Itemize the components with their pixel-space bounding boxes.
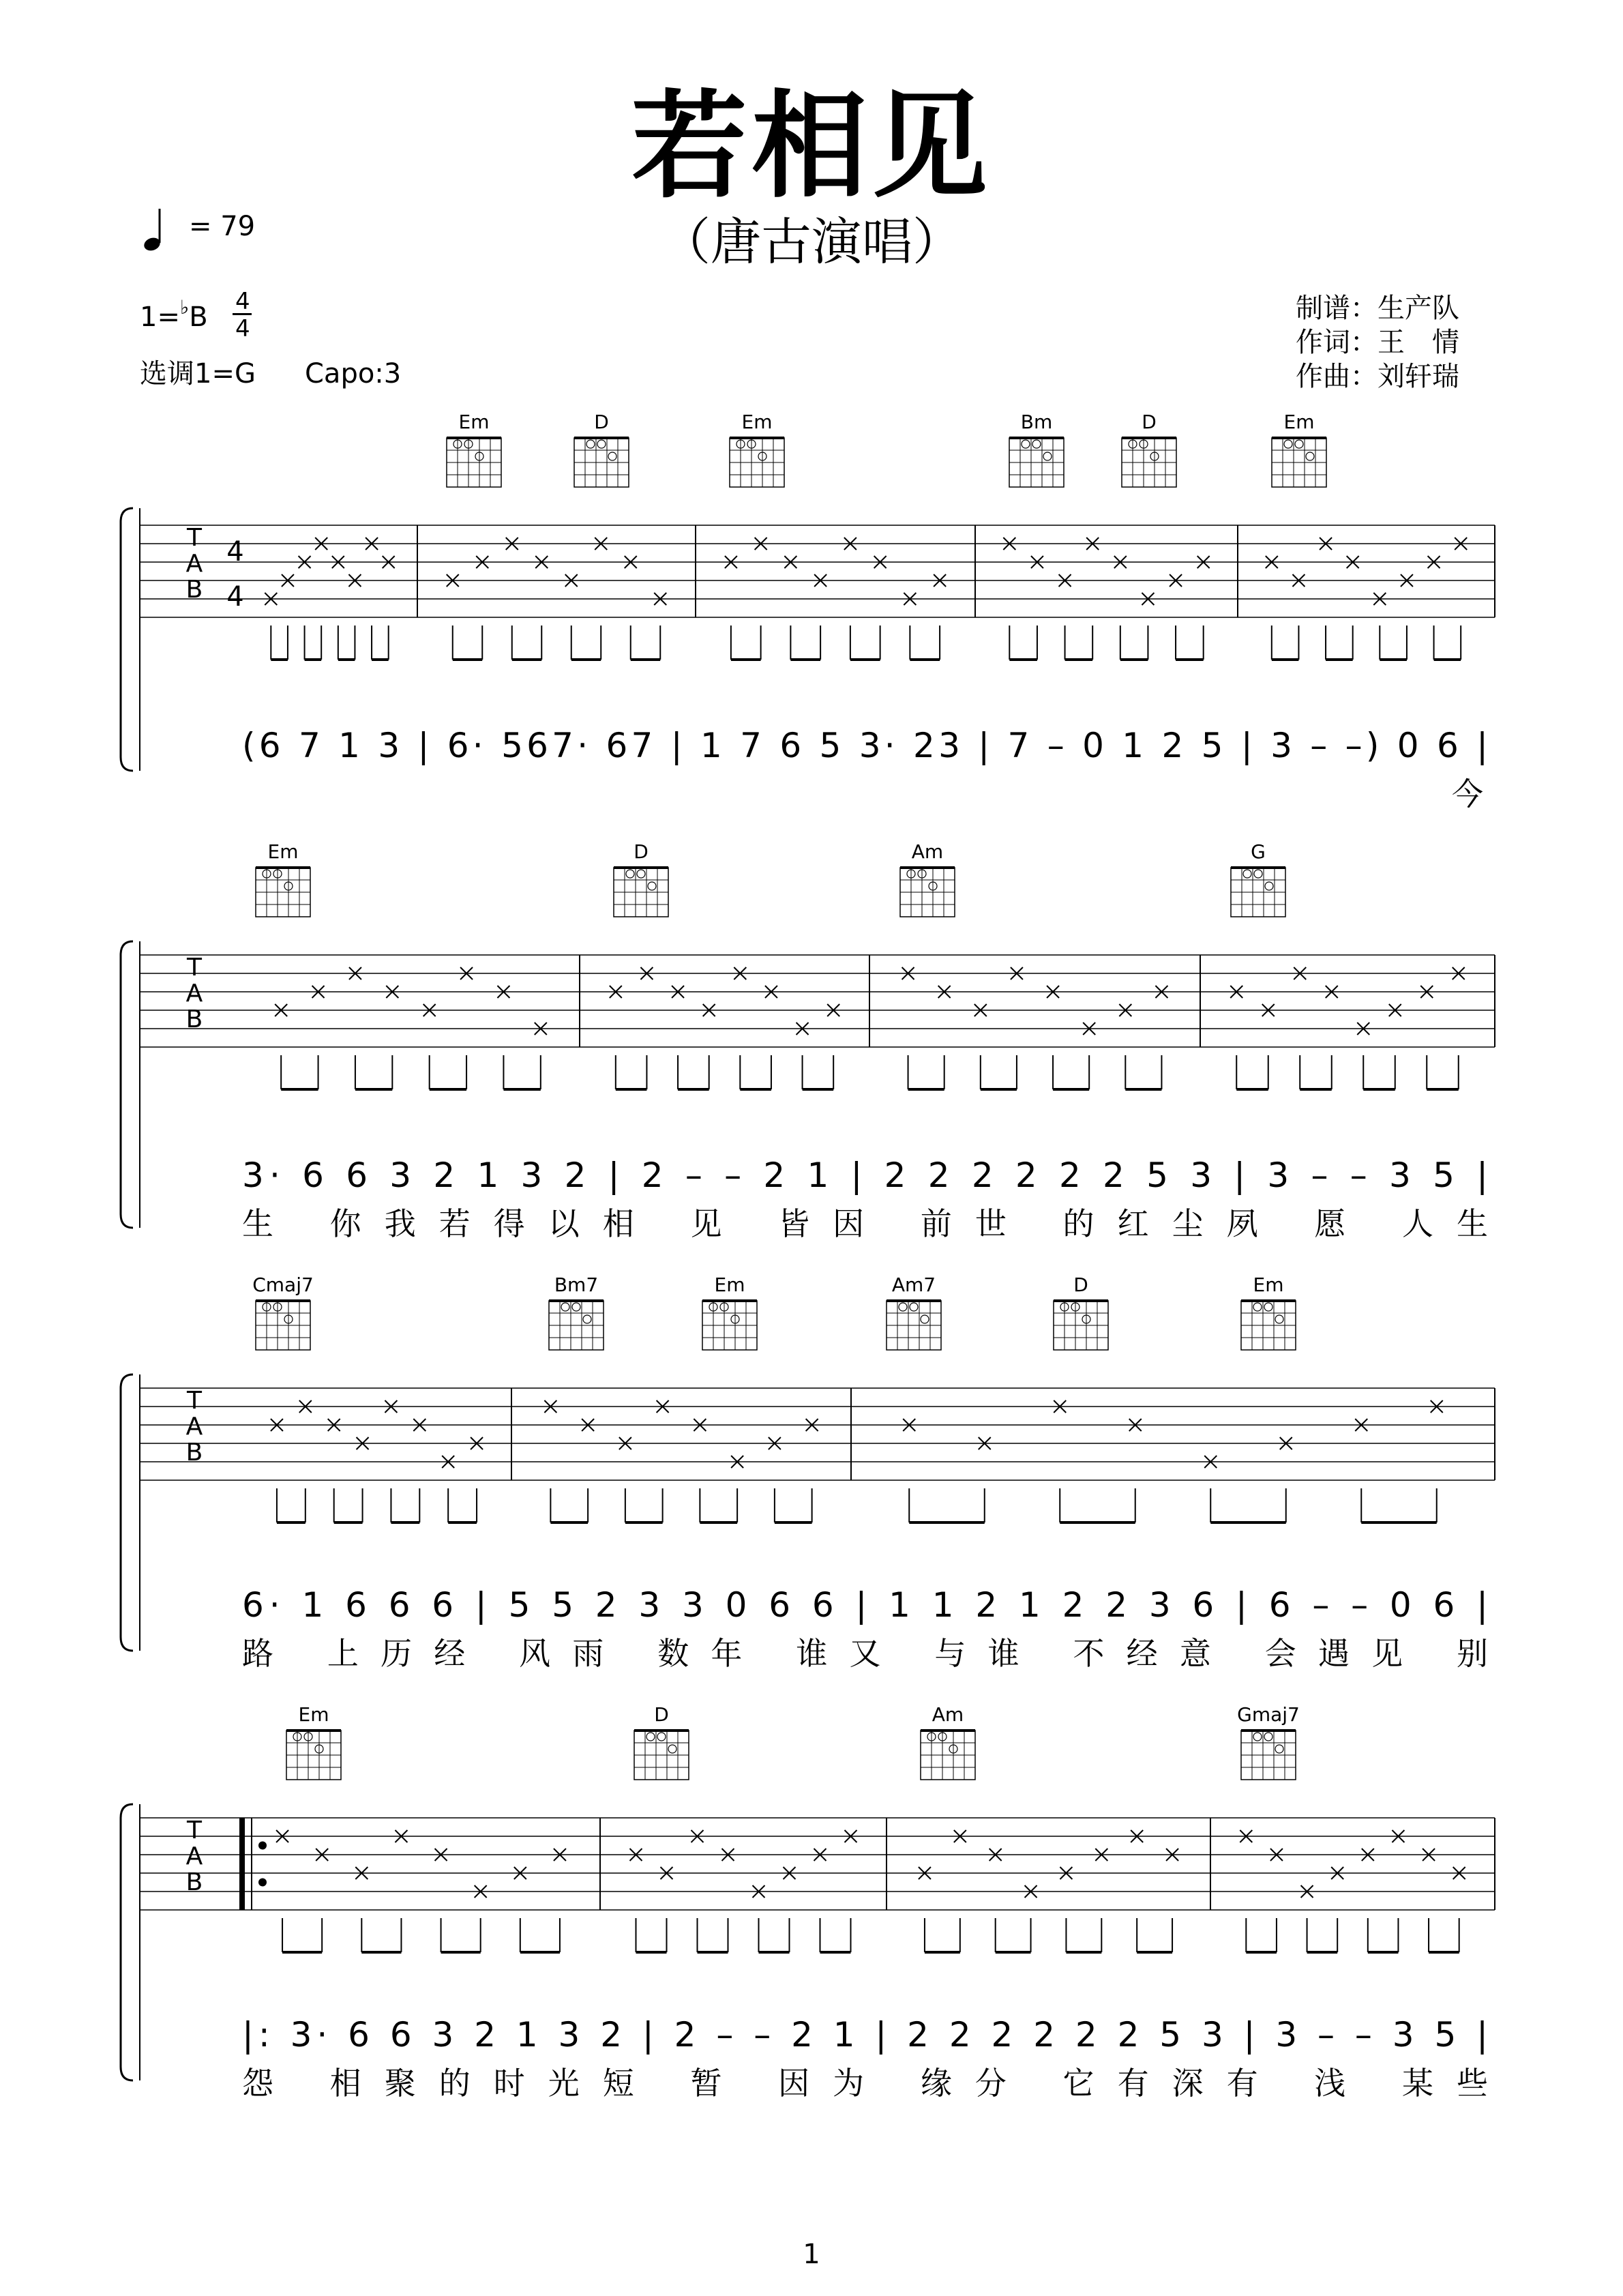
tab-letter: A <box>185 1413 203 1441</box>
finger-dot <box>1275 1315 1283 1323</box>
finger-dot <box>572 1303 580 1311</box>
chord-diagram-bm7 <box>549 1274 604 1350</box>
chord-name: Em <box>1283 411 1315 433</box>
finger-dot <box>668 1745 676 1753</box>
chord-diagram-am7 <box>887 1274 941 1350</box>
finger-dot <box>1295 440 1303 448</box>
tab-letter: A <box>185 980 203 1007</box>
finger-dot <box>583 1315 591 1323</box>
chord-name: G <box>1251 840 1266 863</box>
finger-dot <box>1032 440 1041 448</box>
page-title: 若相见 <box>631 79 992 214</box>
jianpu-line: 6· 1 6 6 6 | 5 5 2 3 3 0 6 6 | 1 1 2 1 2 2 3 6 | 6 – – 0 6 | <box>242 1585 1488 1625</box>
chord-name: D <box>594 411 609 433</box>
lyric-line: 路 上历经 风雨 数年 谁又 与谁 不经意 会遇见 别 <box>242 1635 1489 1672</box>
tab-letter: A <box>185 1842 203 1870</box>
finger-dot <box>1253 1303 1262 1311</box>
chord-diagram-d <box>614 840 668 917</box>
finger-dot <box>1284 440 1292 448</box>
chord-diagram-d <box>1054 1274 1108 1350</box>
chord-name: Em <box>714 1274 745 1296</box>
chord-diagram-bm <box>1009 411 1064 487</box>
finger-dot <box>1022 440 1030 448</box>
lyricist-credit: 作词：王 情 <box>1296 327 1459 358</box>
select-key: 选调1=G <box>140 358 256 389</box>
finger-dot <box>1264 1733 1272 1741</box>
finger-dot <box>1265 882 1273 890</box>
tab-letter: T <box>187 1816 202 1844</box>
finger-dot <box>561 1303 569 1311</box>
finger-dot <box>626 870 634 878</box>
composer-credit: 作曲：刘轩瑞 <box>1296 361 1459 392</box>
chord-name: Em <box>1253 1274 1284 1296</box>
system-bracket <box>121 1374 133 1651</box>
tab-letter: T <box>187 524 202 552</box>
lyric-line: 怨 相聚的时光短 暂 因为 缘分 它有深有 浅 某些 <box>242 2065 1489 2102</box>
chord-name: Am <box>932 1703 964 1726</box>
chord-name: Em <box>267 840 299 863</box>
chord-name: Gmaj7 <box>1237 1703 1300 1726</box>
chord-diagram-d <box>574 411 629 487</box>
chord-diagram-d <box>1122 411 1176 487</box>
lyric-line: 今 <box>1452 776 1483 812</box>
chord-diagram-d <box>634 1703 689 1780</box>
finger-dot <box>646 1733 655 1741</box>
finger-dot <box>1043 452 1052 460</box>
chord-name: Em <box>458 411 490 433</box>
chord-diagram-em <box>256 840 310 917</box>
chord-name: D <box>1142 411 1157 433</box>
chord-name: Em <box>741 411 773 433</box>
finger-dot <box>586 440 595 448</box>
tab-letter: B <box>185 1868 203 1896</box>
chord-name: Bm <box>1020 411 1053 433</box>
tab-letter: B <box>185 576 203 604</box>
lyric-line: 生 你我若得以相 见 皆因 前世 的红尘夙 愿 人生 <box>242 1205 1489 1242</box>
chord-diagram-am <box>900 840 955 917</box>
chord-diagram-em <box>1272 411 1326 487</box>
tempo-value: = 79 <box>189 211 256 242</box>
finger-dot <box>597 440 606 448</box>
system-bracket <box>121 941 133 1228</box>
chord-diagram-cmaj7 <box>252 1274 314 1350</box>
chord-diagram-em <box>702 1274 757 1350</box>
key-label: 1= <box>140 301 180 333</box>
chord-diagram-em <box>447 411 501 487</box>
system-bracket <box>121 508 133 771</box>
chord-diagram-em <box>1241 1274 1296 1350</box>
chord-name: Bm7 <box>554 1274 599 1296</box>
jianpu-line: |: 3· 6 6 3 2 1 3 2 | 2 – – 2 1 | 2 2 2 2 2 2 5 3 | 3 – – 3 5 | <box>242 2015 1488 2055</box>
chord-diagram-em <box>286 1703 341 1780</box>
key-note: B <box>189 301 208 333</box>
time-top: 4 <box>235 288 250 315</box>
jianpu-line: 3· 6 6 3 2 1 3 2 | 2 – – 2 1 | 2 2 2 2 2 2 5 3 | 3 – – 3 5 | <box>242 1156 1489 1195</box>
chord-diagram-gmaj7 <box>1237 1703 1300 1780</box>
chord-diagram-em <box>730 411 784 487</box>
tab-letter: B <box>185 1005 203 1033</box>
finger-dot <box>1275 1745 1283 1753</box>
repeat-dot <box>258 1842 267 1850</box>
chord-name: D <box>654 1703 669 1726</box>
page-number: 1 <box>803 2239 820 2270</box>
tab-letter: T <box>187 1387 202 1415</box>
finger-dot <box>648 882 656 890</box>
finger-dot <box>1243 870 1251 878</box>
repeat-dot <box>258 1879 267 1887</box>
chord-name: D <box>1073 1274 1088 1296</box>
chord-name: Am7 <box>891 1274 936 1296</box>
flat-sign: ♭ <box>179 296 190 319</box>
jianpu-line: (6 7 1 3 | 6· 567· 67 | 1 7 6 5 3· 23 | 7 – 0 1 2 5 | 3 – –) 0 6 | <box>242 726 1489 765</box>
time-bottom: 4 <box>235 315 250 342</box>
finger-dot <box>921 1315 929 1323</box>
finger-dot <box>637 870 645 878</box>
tab-time-bottom: 4 <box>226 581 244 613</box>
chord-diagram-am <box>921 1703 975 1780</box>
tab-letter: T <box>187 954 202 982</box>
finger-dot <box>1253 1733 1262 1741</box>
chord-name: D <box>634 840 649 863</box>
system-bracket <box>121 1804 133 2080</box>
finger-dot <box>899 1303 907 1311</box>
finger-dot <box>1264 1303 1272 1311</box>
finger-dot <box>1254 870 1262 878</box>
chord-name: Em <box>298 1703 329 1726</box>
capo-info: Capo:3 <box>305 358 402 389</box>
finger-dot <box>910 1303 918 1311</box>
finger-dot <box>608 452 616 460</box>
arranger-credit: 制谱：生产队 <box>1296 293 1459 324</box>
tab-letter: A <box>185 550 203 578</box>
tab-time-top: 4 <box>226 536 244 568</box>
chord-name: Am <box>911 840 944 863</box>
chord-diagram-g <box>1231 840 1285 917</box>
page-subtitle: （唐古演唱） <box>660 213 963 271</box>
chord-name: Cmaj7 <box>252 1274 314 1296</box>
finger-dot <box>657 1733 666 1741</box>
tab-letter: B <box>185 1439 203 1467</box>
finger-dot <box>1306 452 1314 460</box>
